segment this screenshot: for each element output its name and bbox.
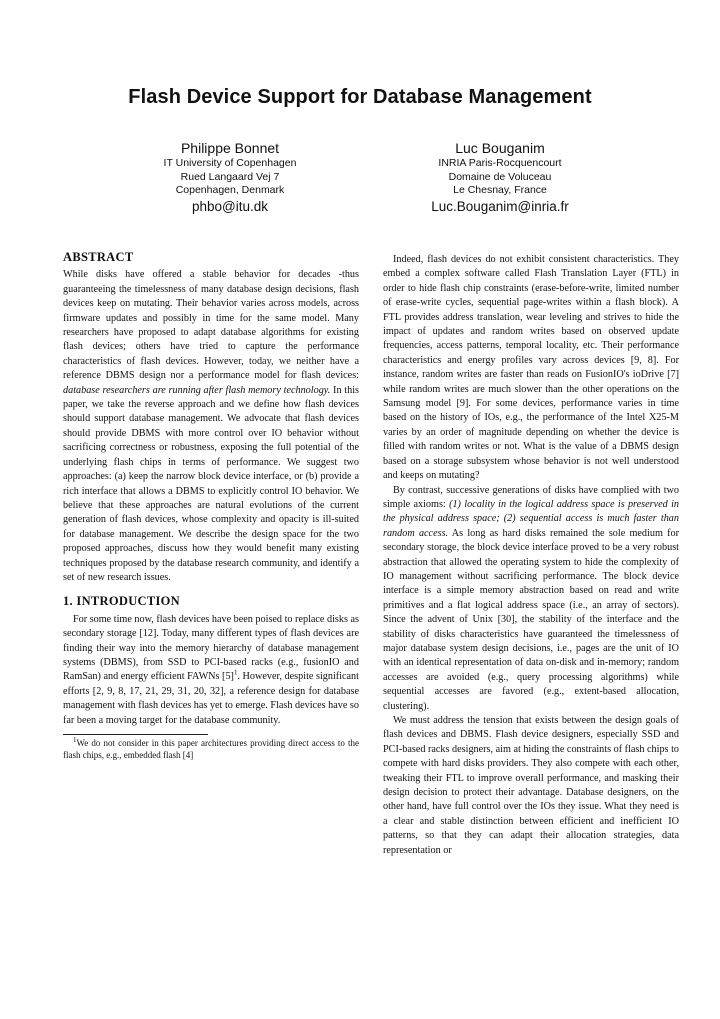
axioms-emphasis: (1) locality in the logical address space is preserved in the physical address space; (2) sequential access is much faster than random access. — [383, 498, 679, 539]
author-name: Luc Bouganim — [455, 140, 545, 156]
intro-text-part: For some time now, flash devices have been poised to replace disks as secondary storage [12]. Today, many different types of flash devices are finding their way into the memory hierarchy of database management systems (DBMS), from SSD to PCI-based racks (e.g., fusionIO and RamSan) and energy efficient FAWNs [5] — [63, 613, 359, 683]
intro-text-part: . However, despite significant efforts [2, 9, 8, 17, 21, 29, 31, 20, 32], a reference design for database management with flash devices has yet to emerge. Flash devices have so far been a moving target for the database community. — [63, 671, 359, 726]
body-paragraph — [383, 484, 679, 715]
footnote-divider — [63, 734, 208, 735]
body-paragraph: Indeed, flash devices do not exhibit consistent characteristics. They embed a complex software called Flash Translation Layer (FTL) in order to hide flash chip constraints (erase-before-write, limited number of erase-write cycles, sequential page-writes within a flash block). A FTL provides address translation, wear leveling and strives to hide the impact of updates and random writes based on observed update frequencies, access patterns, temporal locality, etc. Their performance characteristics and energy profiles vary across devices [9, 8]. For instance, random writes are faster than reads on FusionIO's ioDrive [7] while random writes are much slower than the other operations on the Samsung model [9]. For some devices, performance varies in time based on the history of IOs, e.g., the performance of the Intel X25-M varies by an order of magnitude depending on whether the device is filled with random writes or not. What is the value of a DBMS design based on a storage subsystem whose behavior is not well understood and keeps on mutating? — [383, 254, 679, 482]
footnote-mark: 1 — [73, 736, 77, 744]
author-affiliation: INRIA Paris-Rocquencourt — [438, 157, 562, 169]
author-address: Rued Langaard Vej 7 — [180, 170, 280, 183]
author-block-1 — [110, 139, 350, 216]
author-block-2 — [380, 139, 620, 216]
body-text-part: By contrast, successive generations of disks have complied with two simple axioms: — [383, 484, 679, 510]
author-address: Domaine de Voluceau — [448, 170, 552, 183]
author-city: Copenhagen, Denmark — [175, 184, 285, 196]
footnote — [63, 738, 359, 761]
author-name: Philippe Bonnet — [180, 140, 280, 156]
left-column — [63, 250, 359, 761]
footnote-text: We do not consider in this paper architectures providing direct access to the flash chips, e.g., embedded flash [4] — [63, 738, 359, 760]
abstract-text-part: While disks have offered a stable behavior for decades -thus guaranteeing the timelessness of many database design decisions, flash devices keep on mutating. Their behavior varies across models, across firmware updates and possibly in time for the same model. Many researchers have proposed to adapt database algorithms for existing flash devices; others have tried to capture the performance characteristics of flash devices. However, today, we neither have a reference DBMS design nor a performance model for flash devices: — [63, 269, 359, 382]
body-text-part: As long as hard disks remained the sole medium for secondary storage, the block device interface proved to be a very robust abstraction that allowed the operating system to hide the complexity of IO management without sacrificing performance. The block device interface is a simple memory abstraction based on read and write primitives and a flat logical address space (i.e., an array of sectors). Since the advent of Unix [30], the stability of the interface and the stability of disks characteristics have guaranteed the timelessness of major database system design decisions, i.e., pages are the unit of IO with an identical representation of data on-disk and in-memory; random accesses are avoided (e.g., query processing algorithms) while sequential accesses are favored (e.g., extent-based allocation, clustering). — [383, 527, 679, 712]
introduction-heading: 1. INTRODUCTION — [63, 594, 181, 609]
body-paragraph: We must address the tension that exists between the design goals of flash devices and DBMS. Flash device designers, especially SSD and PCI-based racks designers, aim at hiding the constraints of flash chips to compete with hard disks providers. They also compete with each other, tweaking their FTL to improve overall performance, and masking their design decision to protect their advantage. Database designers, on the other hand, have full control over the IOs they issue. What they need is a clear and stable distinction between efficient and inefficient IO patterns, so that they can adapt their allocation strategies, data representation or — [383, 715, 679, 856]
author-city: Le Chesnay, France — [453, 184, 547, 196]
abstract-emphasis: database researchers are running after flash memory technology. — [63, 384, 331, 396]
author-email: Luc.Bouganim@inria.fr — [431, 198, 569, 214]
right-column — [383, 253, 679, 858]
abstract-heading: ABSTRACT — [63, 250, 134, 264]
footnote-ref: 1 — [233, 668, 238, 677]
author-affiliation: IT University of Copenhagen — [163, 157, 297, 169]
paper-title: Flash Device Support for Database Management — [128, 86, 592, 108]
abstract-text-part: In this paper, we take the reverse approach and we define how flash devices should support database management. We advocate that flash devices should provide DBMS with more control over IO behavior without sacrificing correctness or robustness, exposing the full potential of the underlying flash chips in terms of performance. We suggest two approaches: (a) keep the narrow block device interface, or (b) provide a rich interface that allows a DBMS to explicitly control IO behavior. We believe that these approaches are natural evolutions of the current generation of flash devices, whose complexity and opacity is ill-suited for database management. We describe the design space for the two proposed approaches, discuss how they would benefit many existing techniques proposed by the database research community, and identify a set of new research issues. — [63, 384, 359, 583]
author-email: phbo@itu.dk — [191, 198, 268, 214]
intro-paragraph — [63, 613, 359, 728]
abstract-text — [63, 268, 359, 585]
